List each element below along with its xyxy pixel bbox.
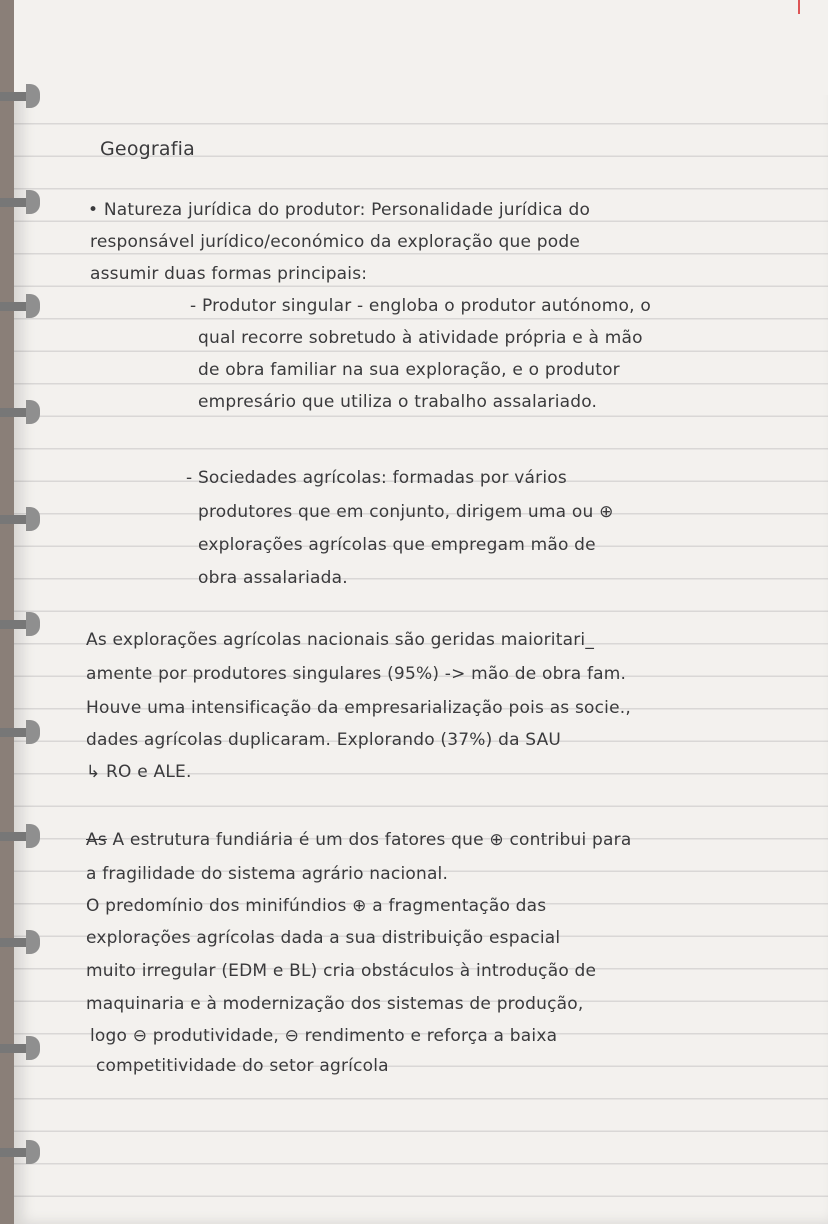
text-line: A estrutura fundiária é um dos fatores que ⊕ contribui para <box>112 830 632 850</box>
binder-ring <box>0 718 42 748</box>
text-line: dades agrícolas duplicaram. Explorando (37%) da SAU <box>86 730 562 750</box>
text-line: competitividade do setor agrícola <box>96 1056 389 1076</box>
binder-ring <box>0 82 42 112</box>
binder-ring <box>0 928 42 958</box>
text-line: ↳ RO e ALE. <box>86 762 192 782</box>
text-line: O predomínio dos minifúndios ⊕ a fragmentação das <box>86 896 547 916</box>
binder-ring <box>0 610 42 640</box>
text-line: explorações agrícolas que empregam mão de <box>198 535 596 555</box>
text-line: - Produtor singular - engloba o produtor autónomo, o <box>190 296 651 316</box>
text-line: explorações agrícolas dada a sua distribuição espacial <box>86 928 561 948</box>
binder-ring <box>0 1034 42 1064</box>
text-line: Houve uma intensificação da empresarialização pois as socie., <box>86 698 631 718</box>
text-line: obra assalariada. <box>198 568 348 588</box>
text-line: a fragilidade do sistema agrário nacional. <box>86 864 449 884</box>
text-line: As explorações agrícolas nacionais são geridas maioritari_ <box>86 630 595 650</box>
binder-ring <box>0 292 42 322</box>
text-line: maquinaria e à modernização dos sistemas de produção, <box>86 994 584 1014</box>
text-line: - Sociedades agrícolas: formadas por vários <box>186 468 567 488</box>
page-title: Geografia <box>100 138 195 160</box>
binder-ring <box>0 188 42 218</box>
text-line: • Natureza jurídica do produtor: Personalidade jurídica do <box>88 200 591 220</box>
binder-ring <box>0 505 42 535</box>
page-edge-mark <box>798 0 800 14</box>
binder-ring <box>0 1138 42 1168</box>
text-line: empresário que utiliza o trabalho assalariado. <box>198 392 598 412</box>
text-line: de obra familiar na sua exploração, e o produtor <box>198 360 620 380</box>
text-line: assumir duas formas principais: <box>90 264 368 284</box>
struck-word: As <box>86 830 107 850</box>
text-line: responsável jurídico/económico da exploração que pode <box>90 232 581 252</box>
text-line: qual recorre sobretudo à atividade própria e à mão <box>198 328 643 348</box>
text-line: muito irregular (EDM e BL) cria obstáculos à introdução de <box>86 961 597 981</box>
binder-ring <box>0 822 42 852</box>
text-line: amente por produtores singulares (95%) -> mão de obra fam. <box>86 664 627 684</box>
binder-ring <box>0 398 42 428</box>
text-line: produtores que em conjunto, dirigem uma ou ⊕ <box>198 502 614 522</box>
text-line: logo ⊖ produtividade, ⊖ rendimento e reforça a baixa <box>90 1026 558 1046</box>
